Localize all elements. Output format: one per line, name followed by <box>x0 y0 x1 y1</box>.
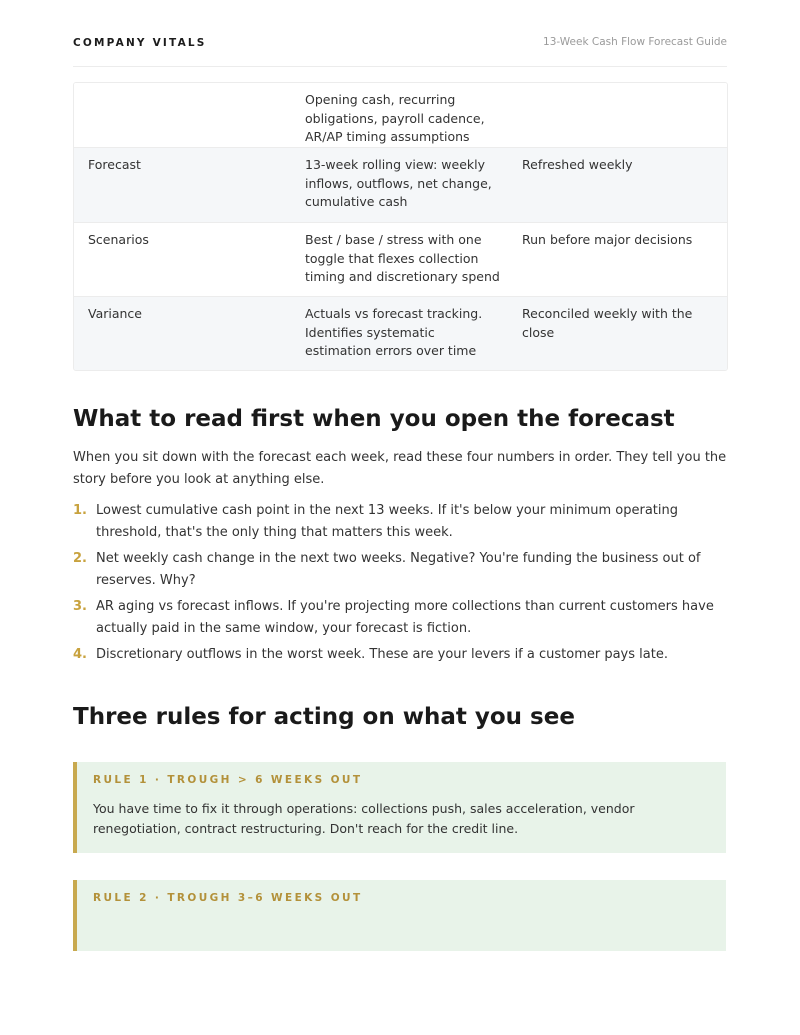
rule-callout <box>73 762 726 853</box>
list-item-text: AR aging vs forecast inflows. If you're projecting more collections than current customers have actually paid in the same window, your forecast is fiction. <box>96 599 714 636</box>
rule-text: You have time to fix it through operations: collections push, sales acceleration, vendor renegotiation, contract restructuring. Don't reach for the credit line. <box>93 801 635 836</box>
table-cell-cadence: Refreshed weekly <box>522 157 633 172</box>
rule-tag: RULE 1 · TROUGH > 6 WEEKS OUT <box>93 774 363 786</box>
rule-callout <box>73 880 726 951</box>
brand-name: COMPANY VITALS <box>73 37 207 49</box>
table-cell-name: Scenarios <box>88 232 149 247</box>
section-heading-read-first: What to read first when you open the forecast <box>73 406 675 432</box>
table-cell-name: Forecast <box>88 157 141 172</box>
page-header <box>73 30 727 67</box>
rule-tag: RULE 2 · TROUGH 3–6 WEEKS OUT <box>93 892 363 904</box>
table-cell-cadence: Reconciled weekly with the close <box>522 306 693 340</box>
list-item <box>73 644 728 666</box>
table-row <box>74 83 727 147</box>
read-first-list <box>73 500 728 671</box>
table-row <box>74 296 727 370</box>
section-intro: When you sit down with the forecast each week, read these four numbers in order. They tell you the story before you look at anything else. <box>73 450 727 487</box>
table-cell-description: 13-week rolling view: weekly inflows, outflows, net change, cumulative cash <box>305 157 492 209</box>
list-item <box>73 548 728 591</box>
table-cell-name: Variance <box>88 306 142 321</box>
list-number: 4. <box>73 647 87 662</box>
table-row <box>74 147 727 222</box>
document-title: 13-Week Cash Flow Forecast Guide <box>543 36 727 48</box>
list-number: 3. <box>73 599 87 614</box>
table-cell-cadence: Run before major decisions <box>522 232 693 247</box>
table-cell-description: Actuals vs forecast tracking. Identifies systematic estimation errors over time <box>305 306 483 358</box>
list-item-text: Net weekly cash change in the next two weeks. Negative? You're funding the business out of reserves. Why? <box>96 551 701 588</box>
list-item-text: Discretionary outflows in the worst week. These are your levers if a customer pays late. <box>96 647 668 662</box>
components-table <box>73 82 728 371</box>
list-number: 2. <box>73 551 87 566</box>
section-heading-rules: Three rules for acting on what you see <box>73 704 575 730</box>
list-item <box>73 500 728 543</box>
table-row <box>74 222 727 296</box>
list-item-text: Lowest cumulative cash point in the next 13 weeks. If it's below your minimum operating threshold, that's the only thing that matters this week. <box>96 503 679 540</box>
list-number: 1. <box>73 503 87 518</box>
table-cell-description: Opening cash, recurring obligations, payroll cadence, AR/AP timing assumptions <box>305 92 485 144</box>
list-item <box>73 596 728 639</box>
table-cell-description: Best / base / stress with one toggle that flexes collection timing and discretionary spend <box>305 232 500 284</box>
